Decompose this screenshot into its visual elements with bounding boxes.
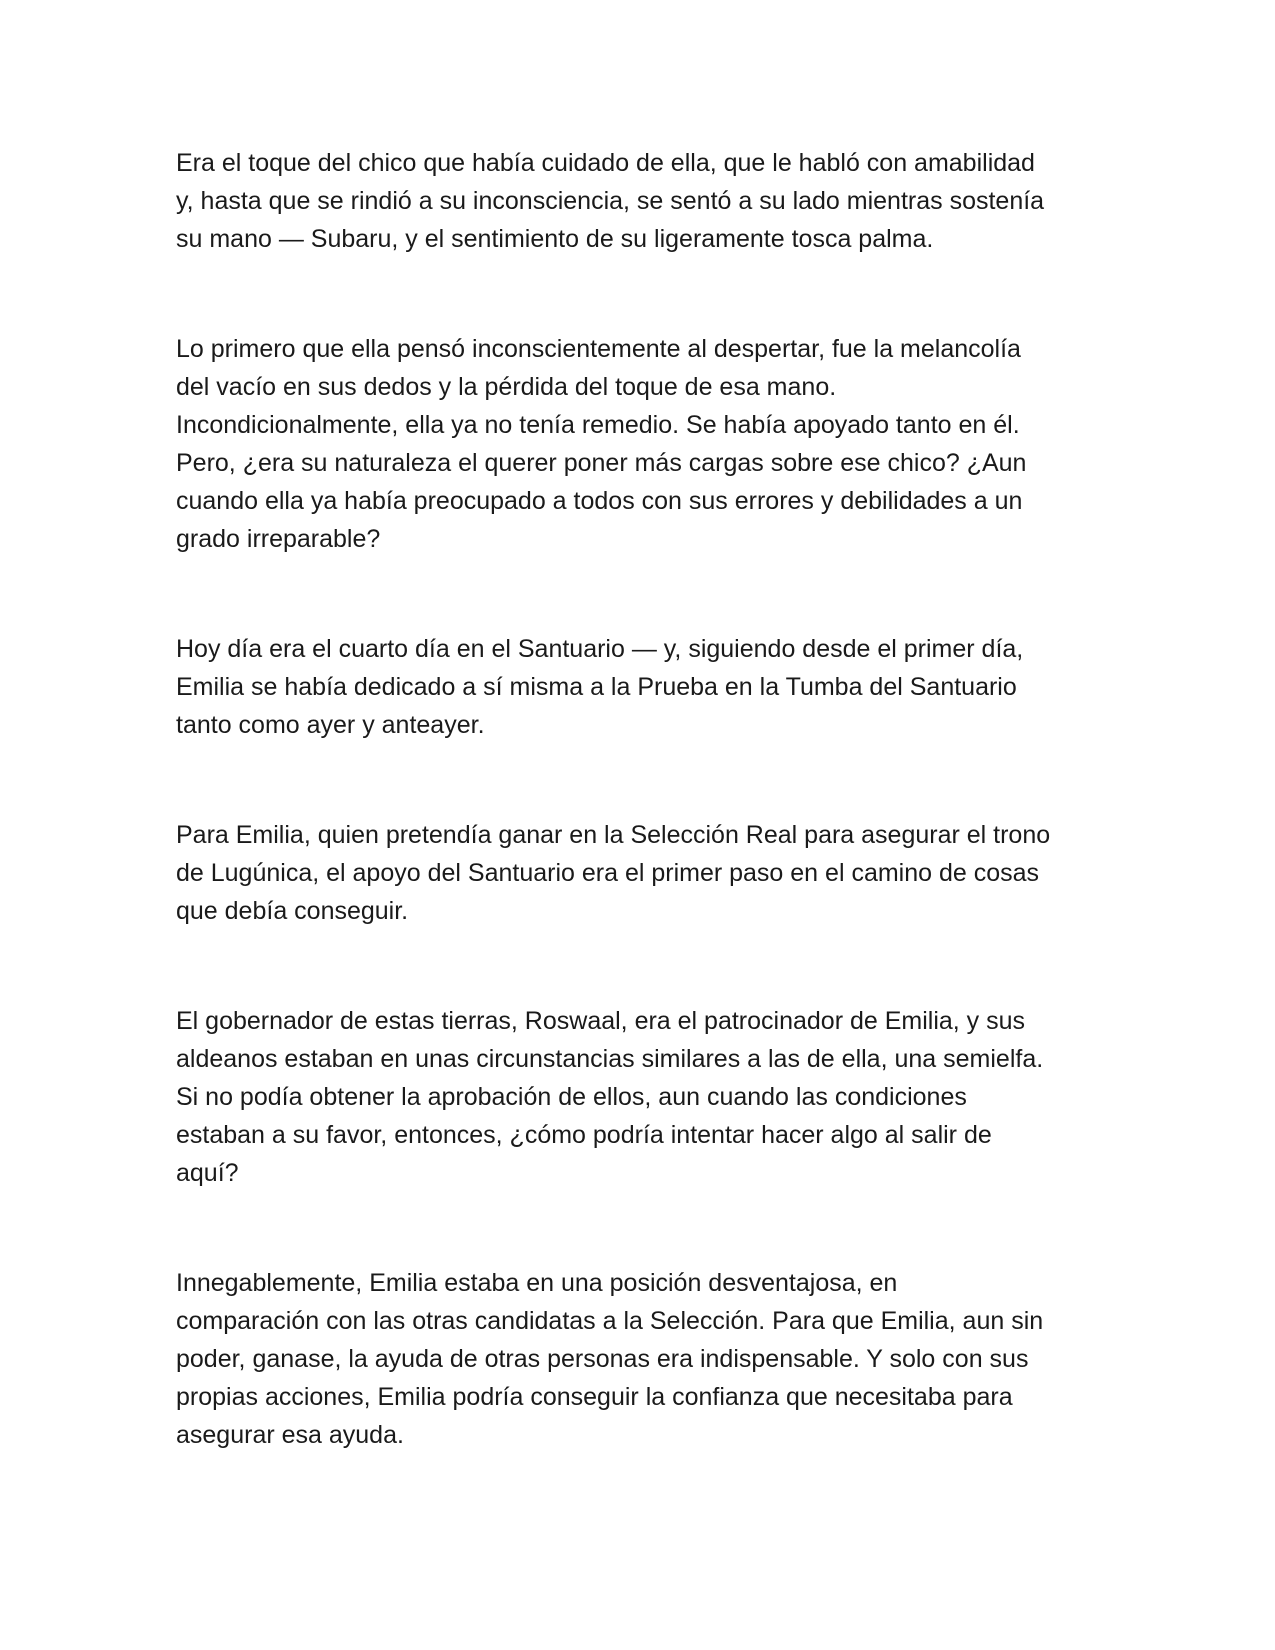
paragraph-gap: [176, 744, 1085, 816]
paragraph-6: Innegablemente, Emilia estaba en una posición desventajosa, en comparación con las otras candidatas a la Selección. Para que Emilia, aun sin poder, ganase, la ayuda de otras personas era indispensable. Y solo con sus propias acciones, Emilia podría conseguir la confianza que necesitaba para asegurar esa ayuda.: [176, 1269, 1044, 1449]
paragraph-gap: [176, 930, 1085, 1002]
paragraph-gap: [176, 258, 1085, 330]
paragraph-2: Lo primero que ella pensó inconscientemente al despertar, fue la melancolía del vacío en sus dedos y la pérdida del toque de esa mano. Incondicionalmente, ella ya no tenía remedio. Se había apoyado tanto en él. Pero, ¿era su naturaleza el querer poner más cargas sobre ese chico? ¿Aun cuando ella ya había preocupado a todos con sus errores y debilidades a un grado irreparable?: [176, 335, 1027, 553]
paragraph-3: Hoy día era el cuarto día en el Santuario — y, siguiendo desde el primer día, Emilia se había dedicado a sí misma a la Prueba en la Tumba del Santuario tanto como ayer y anteayer.: [176, 635, 1024, 739]
paragraph-gap: [176, 1192, 1085, 1264]
paragraph-5: El gobernador de estas tierras, Roswaal, era el patrocinador de Emilia, y sus aldeanos estaban en unas circunstancias similares a las de ella, una semielfa. Si no podía obtener la aprobación de ellos, aun cuando las condiciones estaban a su favor, entonces, ¿cómo podría intentar hacer algo al salir de aquí?: [176, 1007, 1044, 1187]
paragraph-gap: [176, 558, 1085, 630]
paragraph-4: Para Emilia, quien pretendía ganar en la Selección Real para asegurar el trono de Lugúnica, el apoyo del Santuario era el primer paso en el camino de cosas que debía conseguir.: [176, 821, 1051, 925]
paragraph-1: Era el toque del chico que había cuidado de ella, que le habló con amabilidad y, hasta que se rindió a su inconsciencia, se sentó a su lado mientras sostenía su mano — Subaru, y el sentimiento de su ligeramente tosca palma.: [176, 149, 1045, 253]
